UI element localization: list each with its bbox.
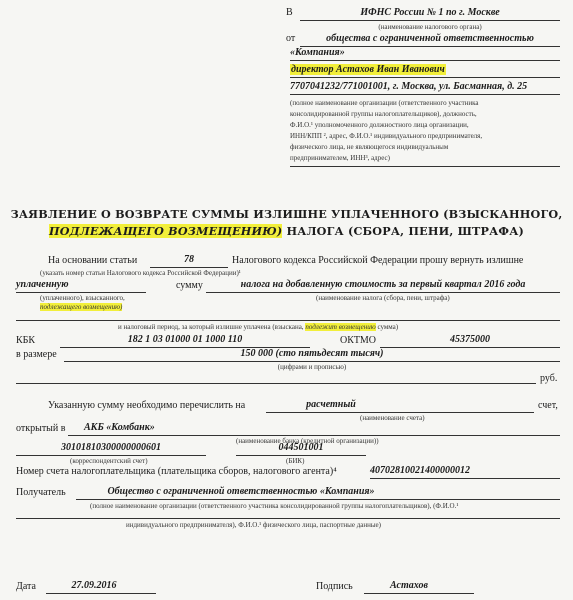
- recipient-hint-1: (полное наименование организации (ответственного участника консолидированной группы налогоплательщиков), (Ф.И.О.¹: [90, 502, 459, 510]
- date-line: [46, 593, 156, 594]
- tax-office-hint: (наименование налогового органа): [378, 23, 482, 31]
- from-hint-line: Ф.И.О.¹ уполномоченного должностного лица организации,: [290, 121, 469, 129]
- account-suffix: счет,: [538, 400, 558, 411]
- period-hint: [118, 323, 398, 331]
- corr-value: 30101810300000000601: [61, 442, 161, 453]
- from-hint-line: предпринимателем, ИНН³, адрес): [290, 154, 390, 162]
- rub-label: руб.: [540, 373, 558, 384]
- amount-line: [64, 361, 560, 362]
- from-line-4: [290, 94, 560, 95]
- bik-hint: (БИК): [286, 457, 305, 465]
- paid-line: [16, 292, 146, 293]
- bik-value: 044501001: [278, 442, 324, 453]
- from-hint-line: ИНН/КПП ², адрес, Ф.И.О.¹ индивидуального предпринимателя,: [290, 132, 483, 140]
- tax-value: налога на добавленную стоимость за первый квартал 2016 года: [240, 279, 526, 290]
- amount-line-2: [16, 383, 536, 384]
- inn-address-value: 7707041232/771001001, г. Москва, ул. Басманная, д. 25: [290, 81, 528, 92]
- recipient-line-2: [16, 518, 560, 519]
- basis-pre: На основании статьи: [48, 255, 138, 266]
- org-quote-value: «Компания»: [290, 47, 345, 58]
- from-label: от: [286, 33, 296, 44]
- signature-value: Астахов: [390, 580, 428, 591]
- period-hint-highlight: подлежит возмещению: [305, 323, 376, 331]
- period-line: [16, 320, 560, 321]
- acct-line: [370, 478, 560, 479]
- bank-value: АКБ «Комбанк»: [84, 422, 155, 433]
- basis-post: Налогового кодекса Российской Федерации прошу вернуть излишне: [232, 255, 524, 266]
- document-title-line1: ЗАЯВЛЕНИЕ О ВОЗВРАТЕ СУММЫ ИЗЛИШНЕ УПЛАЧЕННОГО (ВЗЫСКАННОГО,: [10, 207, 563, 221]
- period-hint-pre: и налоговый период, за который излишне уплачена (взыскана,: [118, 323, 304, 331]
- acct-label: Номер счета налогоплательщика (плательщика сборов, налогового агента)⁴: [16, 466, 337, 477]
- sum-label: сумму: [176, 280, 203, 291]
- article-line: [150, 267, 228, 268]
- amount-value: 150 000 (сто пятьдесят тысяч): [240, 348, 384, 359]
- bik-line: [236, 455, 366, 456]
- title-highlight: ПОДЛЕЖАЩЕГО ВОЗМЕЩЕНИЮ): [48, 224, 283, 238]
- document-title-line2: [0, 224, 573, 238]
- bank-line: [68, 435, 560, 436]
- kbk-value: 182 1 03 01000 01 1000 110: [127, 334, 243, 345]
- article-hint: (указать номер статьи Налогового кодекса Российской Федерации)¹: [40, 269, 241, 277]
- director-value: директор Астахов Иван Иванович: [291, 64, 445, 75]
- from-hint-line: консолидированной группы налогоплательщиков), должность,: [290, 110, 477, 118]
- paid-value: уплаченную: [16, 279, 69, 290]
- recipient-hint-2: индивидуального предпринимателя), Ф.И.О.¹ физического лица, паспортные данные): [126, 521, 381, 529]
- acct-value: 40702810021400000012: [370, 465, 470, 476]
- date-label: Дата: [16, 581, 36, 592]
- kbk-label: КБК: [16, 335, 36, 346]
- from-hint: [290, 98, 482, 164]
- date-value: 27.09.2016: [71, 580, 117, 591]
- title-rest: НАЛОГА (СБОРА, ПЕНИ, ШТРАФА): [286, 224, 525, 238]
- from-line-5: [290, 166, 560, 167]
- opened-label: открытый в: [16, 423, 66, 434]
- from-hint-line: физического лица, не являющегося индивидуальным: [290, 143, 449, 151]
- transfer-pre: Указанную сумму необходимо перечислить на: [48, 400, 246, 411]
- amount-hint: (цифрами и прописью): [277, 363, 347, 371]
- from-line-2: [290, 60, 560, 61]
- to-label: В: [286, 7, 293, 18]
- account-type-value: расчетный: [306, 399, 356, 410]
- recipient-line: [76, 499, 560, 500]
- account-type-line: [266, 412, 534, 413]
- sign-line: [364, 593, 474, 594]
- tax-office-value: ИФНС России № 1 по г. Москве: [360, 7, 500, 18]
- org-name-value: общества с ограниченной ответственностью: [326, 33, 534, 44]
- bank-hint: (наименование банка (кредитной организации)): [236, 437, 379, 445]
- account-type-hint: (наименование счета): [360, 414, 425, 422]
- paid-hint-2: подлежащего возмещению): [40, 303, 123, 311]
- recipient-label: Получатель: [16, 487, 66, 498]
- from-hint-line: (полное наименование организации (ответственного участника: [290, 99, 479, 107]
- oktmo-label: ОКТМО: [340, 335, 376, 346]
- paid-hint-1: (уплаченного), взысканного,: [40, 294, 125, 302]
- corr-line: [16, 455, 206, 456]
- from-line-3: [290, 77, 560, 78]
- oktmo-value: 45375000: [450, 334, 490, 345]
- article-value: 78: [184, 254, 194, 265]
- tax-hint: (наименование налога (сбора, пени, штрафа): [316, 294, 450, 302]
- period-hint-post: сумма): [377, 323, 399, 331]
- tax-line: [206, 292, 560, 293]
- corr-hint: (корреспондентский счет): [70, 457, 148, 465]
- amount-label: в размере: [16, 349, 57, 360]
- sign-label: Подпись: [316, 581, 353, 592]
- to-line: [300, 20, 560, 21]
- recipient-value: Общество с ограниченной ответственностью «Компания»: [107, 486, 375, 497]
